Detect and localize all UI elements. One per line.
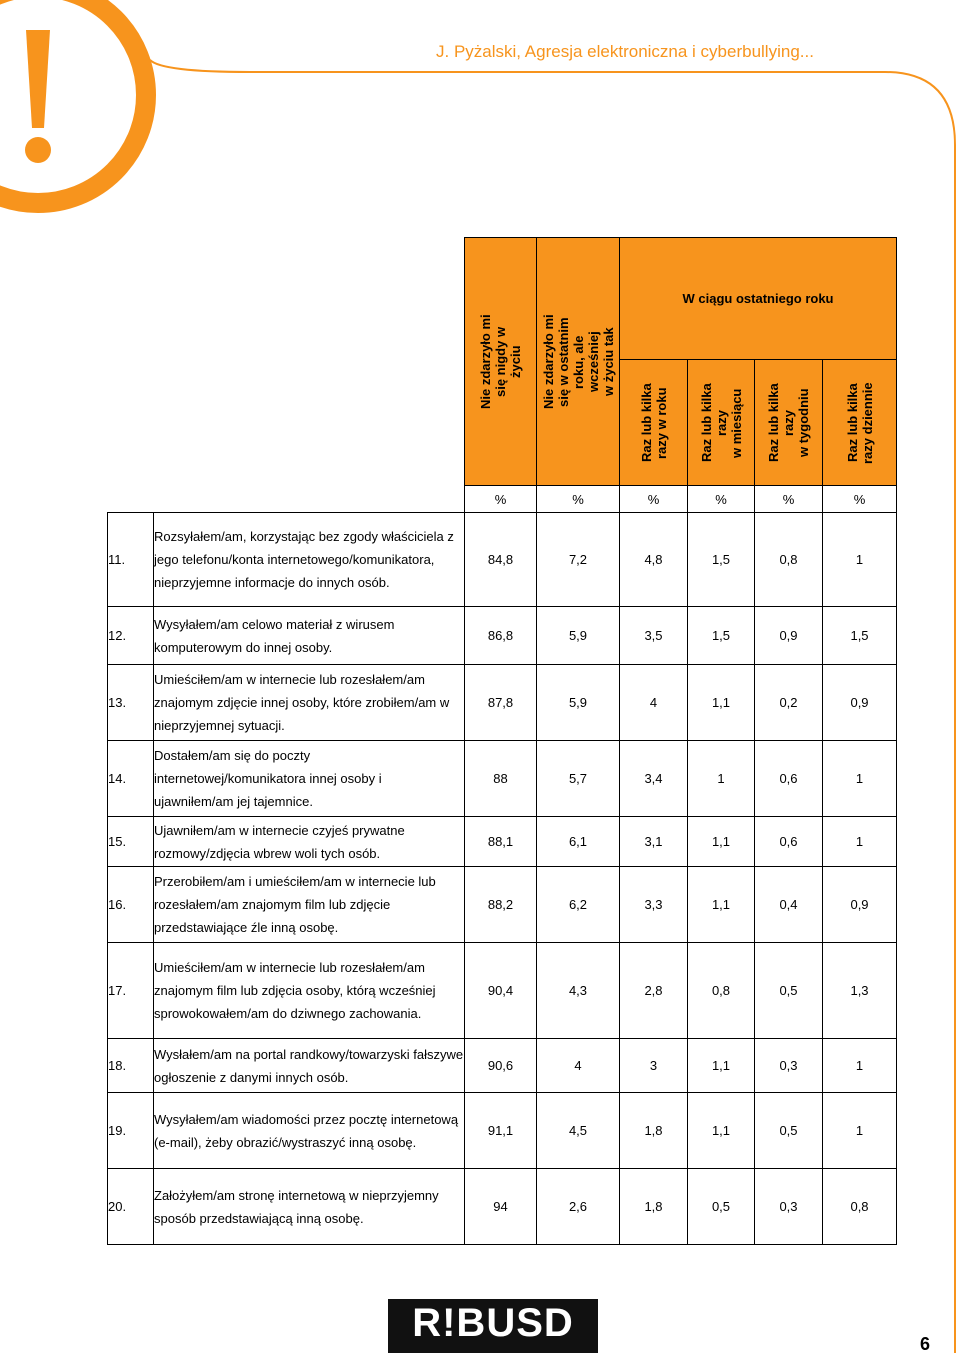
unit-spacer [108, 486, 465, 513]
row-value: 87,8 [465, 665, 537, 741]
survey-table [107, 237, 897, 1245]
row-value: 6,1 [537, 817, 620, 867]
table-header-row [108, 238, 897, 360]
row-value: 1 [823, 1093, 897, 1169]
row-value: 3,4 [620, 741, 688, 817]
row-value: 4 [620, 665, 688, 741]
row-value: 2,8 [620, 943, 688, 1039]
row-value: 1 [823, 513, 897, 607]
table-row [108, 1093, 897, 1169]
row-value: 0,9 [755, 607, 823, 665]
row-question: Wysyłałem/am wiadomości przez pocztę internetową (e-mail), żeby obrazić/wystraszyć inną osobę. [154, 1093, 465, 1169]
row-number: 11. [108, 513, 154, 607]
table-row [108, 665, 897, 741]
row-value: 1,1 [688, 665, 755, 741]
row-value: 5,7 [537, 741, 620, 817]
row-number: 18. [108, 1039, 154, 1093]
col-month-label: Raz lub kilka razy w miesiącu [698, 383, 744, 462]
row-value: 7,2 [537, 513, 620, 607]
row-value: 88,1 [465, 817, 537, 867]
row-number: 13. [108, 665, 154, 741]
row-value: 1,1 [688, 867, 755, 943]
exclamation-icon [26, 30, 50, 128]
row-value: 6,2 [537, 867, 620, 943]
table-row [108, 943, 897, 1039]
row-value: 1,5 [688, 513, 755, 607]
table-row [108, 741, 897, 817]
unit-row [108, 486, 897, 513]
row-value: 0,8 [688, 943, 755, 1039]
header-spacer [108, 238, 465, 360]
row-value: 5,9 [537, 665, 620, 741]
row-question: Dostałem/am się do poczty internetowej/komunikatora innej osoby i ujawniłem/am jej tajemnice. [154, 741, 465, 817]
table-body [108, 513, 897, 1245]
unit-label: % [688, 486, 755, 513]
table-row [108, 607, 897, 665]
table-row [108, 867, 897, 943]
row-value: 1 [688, 741, 755, 817]
unit-label: % [755, 486, 823, 513]
row-value: 0,5 [755, 943, 823, 1039]
unit-label: % [465, 486, 537, 513]
row-value: 4 [537, 1039, 620, 1093]
table-row [108, 1169, 897, 1245]
row-value: 1 [823, 741, 897, 817]
col-earlier-label: Nie zdarzyło mi się w ostatnim roku, ale wcześniej w życiu tak [540, 314, 616, 409]
row-value: 0,5 [688, 1169, 755, 1245]
row-question: Przerobiłem/am i umieściłem/am w internecie lub rozesłałem/am znajomym film lub zdjęcie przedstawiające źle inną osobę. [154, 867, 465, 943]
page-number: 6 [920, 1334, 931, 1354]
row-value: 0,6 [755, 741, 823, 817]
col-never-label: Nie zdarzyło mi się nigdy w życiu [478, 314, 523, 409]
col-header-month [688, 360, 755, 486]
robusd-logo [388, 1299, 598, 1353]
table-row [108, 513, 897, 607]
header-title: J. Pyżalski, Agresja elektroniczna i cyberbullying... [436, 42, 814, 61]
col-week-label: Raz lub kilka razy w tygodniu [766, 383, 811, 462]
row-question: Umieściłem/am w internecie lub rozesłałem/am znajomym zdjęcie innej osoby, które zrobiłem/am w nieprzyjemnej sytuacji. [154, 665, 465, 741]
row-value: 88,2 [465, 867, 537, 943]
unit-label: % [537, 486, 620, 513]
row-value: 1,1 [688, 1039, 755, 1093]
row-value: 1,1 [688, 817, 755, 867]
table-row [108, 817, 897, 867]
row-number: 19. [108, 1093, 154, 1169]
row-value: 1 [823, 1039, 897, 1093]
alert-circle-icon [0, 0, 146, 203]
row-question: Wysłałem/am na portal randkowy/towarzyski fałszywe ogłoszenie z danymi innych osób. [154, 1039, 465, 1093]
row-value: 0,4 [755, 867, 823, 943]
row-number: 16. [108, 867, 154, 943]
unit-label: % [620, 486, 688, 513]
logo-text: R!BUSD [412, 1301, 574, 1345]
table-row [108, 1039, 897, 1093]
col-header-never [465, 238, 537, 486]
col-header-year [620, 360, 688, 486]
header-spacer [108, 360, 465, 486]
row-number: 12. [108, 607, 154, 665]
row-value: 1,8 [620, 1093, 688, 1169]
row-value: 88 [465, 741, 537, 817]
row-question: Wysyłałem/am celowo materiał z wirusem komputerowym do innej osoby. [154, 607, 465, 665]
unit-label: % [823, 486, 897, 513]
row-value: 90,4 [465, 943, 537, 1039]
row-value: 0,9 [823, 867, 897, 943]
row-value: 0,3 [755, 1039, 823, 1093]
row-value: 3 [620, 1039, 688, 1093]
row-value: 2,6 [537, 1169, 620, 1245]
exclamation-dot [25, 137, 51, 163]
row-question: Rozsyłałem/am, korzystając bez zgody właściciela z jego telefonu/konta internetowego/komunikatora, nieprzyjemne informacje do innych osób. [154, 513, 465, 607]
row-value: 3,1 [620, 817, 688, 867]
col-header-daily [823, 360, 897, 486]
row-value: 0,9 [823, 665, 897, 741]
row-value: 91,1 [465, 1093, 537, 1169]
row-value: 1,3 [823, 943, 897, 1039]
row-value: 1,5 [823, 607, 897, 665]
row-value: 0,8 [823, 1169, 897, 1245]
row-value: 4,8 [620, 513, 688, 607]
row-value: 1 [823, 817, 897, 867]
col-daily-label: Raz lub kilka razy dziennie [844, 381, 875, 464]
row-value: 3,3 [620, 867, 688, 943]
col-header-week [755, 360, 823, 486]
row-value: 3,5 [620, 607, 688, 665]
group-header: W ciągu ostatniego roku [620, 238, 897, 360]
row-value: 0,5 [755, 1093, 823, 1169]
row-value: 90,6 [465, 1039, 537, 1093]
row-value: 1,8 [620, 1169, 688, 1245]
row-value: 84,8 [465, 513, 537, 607]
row-value: 0,8 [755, 513, 823, 607]
col-year-label: Raz lub kilka razy w roku [638, 383, 669, 462]
row-value: 4,5 [537, 1093, 620, 1169]
row-value: 0,3 [755, 1169, 823, 1245]
row-question: Założyłem/am stronę internetową w nieprzyjemny sposób przedstawiającą inną osobę. [154, 1169, 465, 1245]
row-value: 0,6 [755, 817, 823, 867]
row-number: 20. [108, 1169, 154, 1245]
row-number: 14. [108, 741, 154, 817]
row-question: Ujawniłem/am w internecie czyjeś prywatne rozmowy/zdjęcia wbrew woli tych osób. [154, 817, 465, 867]
row-value: 4,3 [537, 943, 620, 1039]
row-number: 15. [108, 817, 154, 867]
row-question: Umieściłem/am w internecie lub rozesłałem/am znajomym film lub zdjęcia osoby, którą wcześniej sprowokowałem/am do dziwnego zachowania. [154, 943, 465, 1039]
col-header-earlier [537, 238, 620, 486]
row-value: 0,2 [755, 665, 823, 741]
row-value: 86,8 [465, 607, 537, 665]
row-value: 94 [465, 1169, 537, 1245]
row-value: 5,9 [537, 607, 620, 665]
row-number: 17. [108, 943, 154, 1039]
row-value: 1,5 [688, 607, 755, 665]
row-value: 1,1 [688, 1093, 755, 1169]
